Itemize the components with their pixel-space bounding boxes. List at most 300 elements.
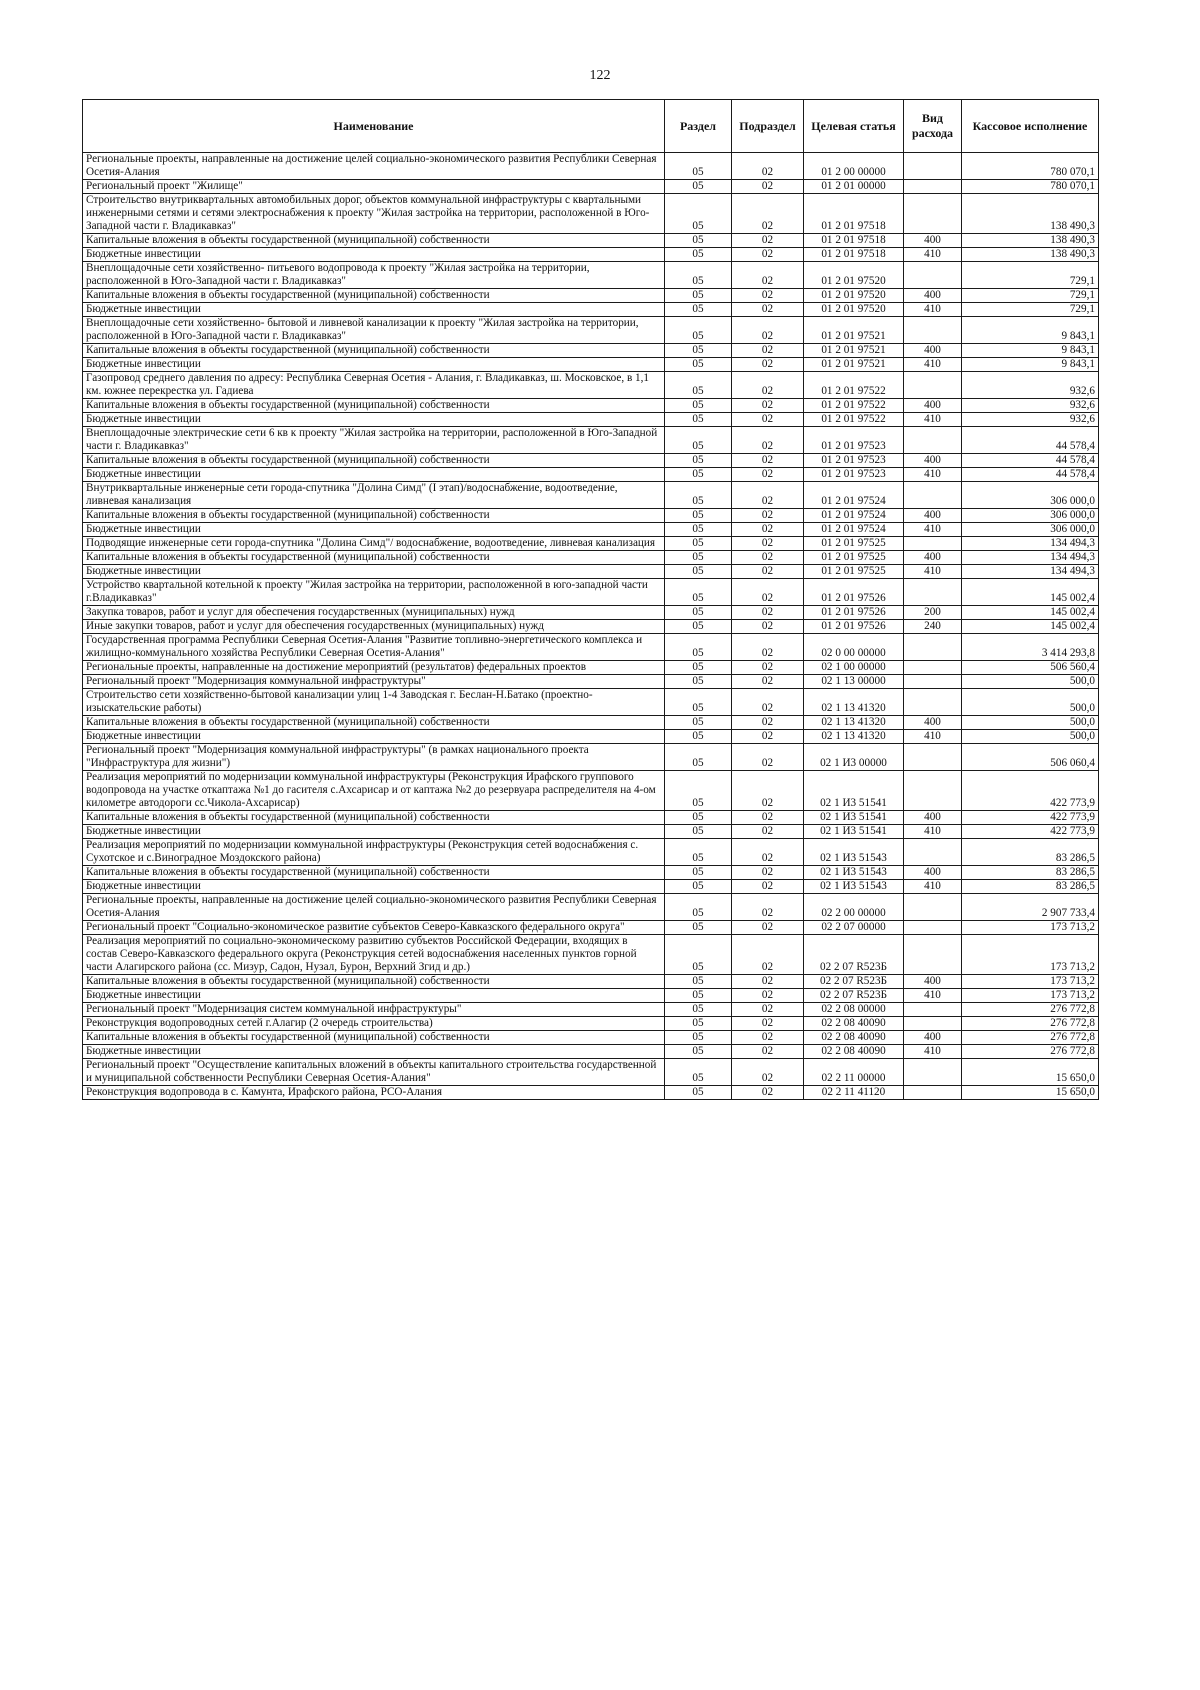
cell-sum: 500,0 bbox=[962, 675, 1099, 689]
cell-statya: 02 1 И3 51541 bbox=[804, 825, 904, 839]
cell-vid bbox=[904, 675, 962, 689]
cell-vid: 400 bbox=[904, 289, 962, 303]
cell-statya: 02 1 13 41320 bbox=[804, 716, 904, 730]
cell-statya: 02 1 И3 51541 bbox=[804, 771, 904, 811]
cell-vid bbox=[904, 935, 962, 975]
table-row bbox=[83, 606, 1099, 620]
table-row bbox=[83, 427, 1099, 454]
table-row bbox=[83, 771, 1099, 811]
cell-razdel: 05 bbox=[665, 1045, 732, 1059]
cell-sum: 145 002,4 bbox=[962, 606, 1099, 620]
cell-name: Реконструкция водопроводных сетей г.Алагир (2 очередь строительства) bbox=[83, 1017, 665, 1031]
cell-podrazdel: 02 bbox=[732, 1045, 804, 1059]
table-body bbox=[83, 153, 1099, 1100]
cell-vid bbox=[904, 262, 962, 289]
header-name: Наименование bbox=[83, 100, 665, 153]
cell-razdel: 05 bbox=[665, 634, 732, 661]
table-row bbox=[83, 523, 1099, 537]
cell-sum: 932,6 bbox=[962, 413, 1099, 427]
table-row bbox=[83, 344, 1099, 358]
cell-sum: 173 713,2 bbox=[962, 935, 1099, 975]
table-row bbox=[83, 262, 1099, 289]
table-row bbox=[83, 399, 1099, 413]
cell-sum: 138 490,3 bbox=[962, 234, 1099, 248]
cell-statya: 02 2 07 00000 bbox=[804, 921, 904, 935]
cell-statya: 02 1 И3 51543 bbox=[804, 839, 904, 866]
cell-podrazdel: 02 bbox=[732, 317, 804, 344]
cell-sum: 3 414 293,8 bbox=[962, 634, 1099, 661]
cell-sum: 422 773,9 bbox=[962, 811, 1099, 825]
cell-name: Региональный проект "Модернизация коммунальной инфраструктуры" (в рамках национального проекта "Инфраструктура для жизни") bbox=[83, 744, 665, 771]
table-row bbox=[83, 880, 1099, 894]
cell-vid bbox=[904, 317, 962, 344]
table-row bbox=[83, 661, 1099, 675]
cell-razdel: 05 bbox=[665, 523, 732, 537]
cell-sum: 306 000,0 bbox=[962, 482, 1099, 509]
cell-vid: 410 bbox=[904, 468, 962, 482]
cell-sum: 138 490,3 bbox=[962, 248, 1099, 262]
cell-vid bbox=[904, 194, 962, 234]
cell-statya: 02 1 И3 00000 bbox=[804, 744, 904, 771]
table-row bbox=[83, 180, 1099, 194]
cell-podrazdel: 02 bbox=[732, 1086, 804, 1100]
cell-sum: 506 560,4 bbox=[962, 661, 1099, 675]
table-row bbox=[83, 866, 1099, 880]
cell-podrazdel: 02 bbox=[732, 537, 804, 551]
table-row bbox=[83, 975, 1099, 989]
cell-statya: 02 2 11 00000 bbox=[804, 1059, 904, 1086]
cell-vid bbox=[904, 894, 962, 921]
cell-vid bbox=[904, 372, 962, 399]
cell-statya: 02 2 07 R523Б bbox=[804, 935, 904, 975]
cell-statya: 01 2 01 97518 bbox=[804, 248, 904, 262]
table-row bbox=[83, 372, 1099, 399]
cell-name: Закупка товаров, работ и услуг для обеспечения государственных (муниципальных) нужд bbox=[83, 606, 665, 620]
table-row bbox=[83, 689, 1099, 716]
cell-statya: 02 2 08 40090 bbox=[804, 1017, 904, 1031]
cell-name: Бюджетные инвестиции bbox=[83, 303, 665, 317]
table-row bbox=[83, 1031, 1099, 1045]
cell-razdel: 05 bbox=[665, 935, 732, 975]
cell-podrazdel: 02 bbox=[732, 866, 804, 880]
cell-razdel: 05 bbox=[665, 372, 732, 399]
cell-name: Региональный проект "Модернизация коммунальной инфраструктуры" bbox=[83, 675, 665, 689]
cell-name: Капитальные вложения в объекты государственной (муниципальной) собственности bbox=[83, 399, 665, 413]
cell-razdel: 05 bbox=[665, 468, 732, 482]
cell-statya: 01 2 01 97521 bbox=[804, 344, 904, 358]
cell-razdel: 05 bbox=[665, 894, 732, 921]
cell-sum: 500,0 bbox=[962, 716, 1099, 730]
cell-name: Бюджетные инвестиции bbox=[83, 989, 665, 1003]
cell-statya: 01 2 01 97525 bbox=[804, 537, 904, 551]
cell-razdel: 05 bbox=[665, 989, 732, 1003]
cell-razdel: 05 bbox=[665, 811, 732, 825]
cell-sum: 9 843,1 bbox=[962, 344, 1099, 358]
table-row bbox=[83, 551, 1099, 565]
cell-vid: 410 bbox=[904, 1045, 962, 1059]
cell-vid bbox=[904, 482, 962, 509]
cell-podrazdel: 02 bbox=[732, 194, 804, 234]
cell-vid: 410 bbox=[904, 989, 962, 1003]
cell-vid: 400 bbox=[904, 399, 962, 413]
cell-podrazdel: 02 bbox=[732, 1031, 804, 1045]
cell-razdel: 05 bbox=[665, 565, 732, 579]
table-row bbox=[83, 579, 1099, 606]
cell-name: Подводящие инженерные сети города-спутника "Долина Симд"/ водоснабжение, водоотведение, ливневая канализация bbox=[83, 537, 665, 551]
cell-sum: 138 490,3 bbox=[962, 194, 1099, 234]
cell-razdel: 05 bbox=[665, 248, 732, 262]
cell-razdel: 05 bbox=[665, 689, 732, 716]
table-row bbox=[83, 620, 1099, 634]
cell-podrazdel: 02 bbox=[732, 358, 804, 372]
cell-statya: 01 2 01 97520 bbox=[804, 303, 904, 317]
cell-statya: 01 2 01 97521 bbox=[804, 317, 904, 344]
cell-sum: 500,0 bbox=[962, 730, 1099, 744]
cell-razdel: 05 bbox=[665, 1003, 732, 1017]
cell-name: Реализация мероприятий по социально-экономическому развитию субъектов Российской Федерации, входящих в состав Северо-Кавказского федерального округа (Реконструкция сетей водоснабжения населенных пунктов горной части Алагирского района (сс. Мизур, Садон, Нузал, Бурон, Верхний Згид и др.) bbox=[83, 935, 665, 975]
cell-name: Региональный проект "Осуществление капитальных вложений в объекты капитального строительства государственной и муниципальной собственности Республики Северная Осетия-Алания" bbox=[83, 1059, 665, 1086]
cell-statya: 02 1 И3 51543 bbox=[804, 866, 904, 880]
table-row bbox=[83, 565, 1099, 579]
cell-statya: 02 1 13 41320 bbox=[804, 730, 904, 744]
table-row bbox=[83, 482, 1099, 509]
table-row bbox=[83, 317, 1099, 344]
cell-name: Внутриквартальные инженерные сети города-спутника "Долина Симд" (I этап)/водоснабжение, водоотведение, ливневая канализация bbox=[83, 482, 665, 509]
cell-sum: 276 772,8 bbox=[962, 1003, 1099, 1017]
cell-vid bbox=[904, 427, 962, 454]
cell-sum: 134 494,3 bbox=[962, 565, 1099, 579]
table-row bbox=[83, 634, 1099, 661]
cell-sum: 932,6 bbox=[962, 399, 1099, 413]
cell-podrazdel: 02 bbox=[732, 921, 804, 935]
cell-razdel: 05 bbox=[665, 839, 732, 866]
cell-vid: 400 bbox=[904, 234, 962, 248]
cell-vid: 410 bbox=[904, 248, 962, 262]
table-row bbox=[83, 1059, 1099, 1086]
cell-vid: 240 bbox=[904, 620, 962, 634]
cell-sum: 932,6 bbox=[962, 372, 1099, 399]
cell-vid: 410 bbox=[904, 523, 962, 537]
cell-sum: 134 494,3 bbox=[962, 551, 1099, 565]
cell-podrazdel: 02 bbox=[732, 689, 804, 716]
cell-statya: 02 0 00 00000 bbox=[804, 634, 904, 661]
cell-statya: 01 2 01 97525 bbox=[804, 565, 904, 579]
cell-statya: 01 2 01 97524 bbox=[804, 482, 904, 509]
cell-statya: 01 2 01 97526 bbox=[804, 620, 904, 634]
cell-sum: 145 002,4 bbox=[962, 620, 1099, 634]
cell-statya: 02 2 07 R523Б bbox=[804, 975, 904, 989]
table-row bbox=[83, 248, 1099, 262]
cell-statya: 01 2 01 97526 bbox=[804, 606, 904, 620]
table-row bbox=[83, 454, 1099, 468]
cell-podrazdel: 02 bbox=[732, 744, 804, 771]
cell-razdel: 05 bbox=[665, 921, 732, 935]
cell-name: Реализация мероприятий по модернизации коммунальной инфраструктуры (Реконструкция Ирафского группового водопровода на участке откаптажа №1 до гасителя с.Ахсарисар и от каптажа №2 до резервуара распределителя на 4-ом километре автодороги сс.Чикола-Ахсарисар) bbox=[83, 771, 665, 811]
cell-podrazdel: 02 bbox=[732, 153, 804, 180]
cell-statya: 01 2 01 97520 bbox=[804, 262, 904, 289]
table-row bbox=[83, 468, 1099, 482]
cell-razdel: 05 bbox=[665, 1059, 732, 1086]
header-statya: Целевая статья bbox=[804, 100, 904, 153]
cell-podrazdel: 02 bbox=[732, 839, 804, 866]
cell-razdel: 05 bbox=[665, 289, 732, 303]
table-row bbox=[83, 716, 1099, 730]
cell-name: Бюджетные инвестиции bbox=[83, 468, 665, 482]
cell-vid: 400 bbox=[904, 1031, 962, 1045]
header-razdel: Раздел bbox=[665, 100, 732, 153]
cell-vid: 200 bbox=[904, 606, 962, 620]
cell-statya: 01 2 01 97522 bbox=[804, 372, 904, 399]
table-row bbox=[83, 1017, 1099, 1031]
cell-name: Внеплощадочные сети хозяйственно- бытовой и ливневой канализации к проекту "Жилая застройка на территории, расположенной в Юго-Западной части г. Владикавказ" bbox=[83, 317, 665, 344]
cell-podrazdel: 02 bbox=[732, 303, 804, 317]
cell-statya: 01 2 01 97523 bbox=[804, 454, 904, 468]
cell-name: Бюджетные инвестиции bbox=[83, 358, 665, 372]
cell-sum: 83 286,5 bbox=[962, 866, 1099, 880]
cell-podrazdel: 02 bbox=[732, 730, 804, 744]
cell-name: Бюджетные инвестиции bbox=[83, 730, 665, 744]
cell-podrazdel: 02 bbox=[732, 413, 804, 427]
cell-name: Капитальные вложения в объекты государственной (муниципальной) собственности bbox=[83, 866, 665, 880]
cell-vid bbox=[904, 1086, 962, 1100]
cell-podrazdel: 02 bbox=[732, 661, 804, 675]
cell-name: Региональный проект "Жилище" bbox=[83, 180, 665, 194]
cell-razdel: 05 bbox=[665, 880, 732, 894]
cell-name: Региональные проекты, направленные на достижение целей социально-экономического развития Республики Северная Осетия-Алания bbox=[83, 153, 665, 180]
cell-name: Бюджетные инвестиции bbox=[83, 413, 665, 427]
table-row bbox=[83, 935, 1099, 975]
table-row bbox=[83, 811, 1099, 825]
cell-vid bbox=[904, 921, 962, 935]
cell-podrazdel: 02 bbox=[732, 716, 804, 730]
cell-sum: 173 713,2 bbox=[962, 921, 1099, 935]
cell-razdel: 05 bbox=[665, 1017, 732, 1031]
cell-name: Капитальные вложения в объекты государственной (муниципальной) собственности bbox=[83, 1031, 665, 1045]
cell-podrazdel: 02 bbox=[732, 1017, 804, 1031]
cell-razdel: 05 bbox=[665, 661, 732, 675]
cell-vid bbox=[904, 153, 962, 180]
cell-name: Внеплощадочные сети хозяйственно- питьевого водопровода к проекту "Жилая застройка на территории, расположенной в Юго-Западной части г. Владикавказ" bbox=[83, 262, 665, 289]
cell-sum: 506 060,4 bbox=[962, 744, 1099, 771]
cell-podrazdel: 02 bbox=[732, 180, 804, 194]
cell-sum: 780 070,1 bbox=[962, 153, 1099, 180]
cell-name: Газопровод среднего давления по адресу: Республика Северная Осетия - Алания, г. Владикавказ, ш. Московское, в 1,1 км. южнее перекрестка ул. Гадиева bbox=[83, 372, 665, 399]
cell-statya: 01 2 01 97523 bbox=[804, 468, 904, 482]
cell-podrazdel: 02 bbox=[732, 989, 804, 1003]
cell-sum: 145 002,4 bbox=[962, 579, 1099, 606]
cell-statya: 01 2 01 97522 bbox=[804, 399, 904, 413]
cell-name: Реконструкция водопровода в с. Камунта, Ирафского района, РСО-Алания bbox=[83, 1086, 665, 1100]
cell-vid: 400 bbox=[904, 811, 962, 825]
cell-vid bbox=[904, 1017, 962, 1031]
cell-vid bbox=[904, 839, 962, 866]
cell-razdel: 05 bbox=[665, 744, 732, 771]
table-row bbox=[83, 1003, 1099, 1017]
table-row bbox=[83, 730, 1099, 744]
cell-sum: 44 578,4 bbox=[962, 427, 1099, 454]
cell-vid bbox=[904, 744, 962, 771]
cell-name: Региональный проект "Социально-экономическое развитие субъектов Северо-Кавказского федерального округа" bbox=[83, 921, 665, 935]
cell-podrazdel: 02 bbox=[732, 372, 804, 399]
cell-vid: 400 bbox=[904, 716, 962, 730]
cell-sum: 780 070,1 bbox=[962, 180, 1099, 194]
cell-vid bbox=[904, 689, 962, 716]
cell-name: Региональные проекты, направленные на достижение целей социально-экономического развития Республики Северная Осетия-Алания bbox=[83, 894, 665, 921]
cell-podrazdel: 02 bbox=[732, 975, 804, 989]
cell-vid bbox=[904, 579, 962, 606]
cell-name: Капитальные вложения в объекты государственной (муниципальной) собственности bbox=[83, 454, 665, 468]
cell-razdel: 05 bbox=[665, 153, 732, 180]
cell-podrazdel: 02 bbox=[732, 1059, 804, 1086]
cell-statya: 02 2 08 00000 bbox=[804, 1003, 904, 1017]
table-row bbox=[83, 153, 1099, 180]
cell-razdel: 05 bbox=[665, 716, 732, 730]
budget-table bbox=[82, 99, 1099, 1100]
cell-podrazdel: 02 bbox=[732, 399, 804, 413]
cell-name: Региональные проекты, направленные на достижение мероприятий (результатов) федеральных проектов bbox=[83, 661, 665, 675]
cell-vid: 410 bbox=[904, 358, 962, 372]
cell-statya: 01 2 01 97524 bbox=[804, 523, 904, 537]
cell-sum: 729,1 bbox=[962, 289, 1099, 303]
cell-razdel: 05 bbox=[665, 1031, 732, 1045]
cell-name: Бюджетные инвестиции bbox=[83, 825, 665, 839]
cell-sum: 306 000,0 bbox=[962, 509, 1099, 523]
table-row bbox=[83, 303, 1099, 317]
cell-podrazdel: 02 bbox=[732, 551, 804, 565]
cell-sum: 306 000,0 bbox=[962, 523, 1099, 537]
cell-sum: 729,1 bbox=[962, 262, 1099, 289]
cell-podrazdel: 02 bbox=[732, 825, 804, 839]
cell-vid bbox=[904, 661, 962, 675]
cell-name: Строительство внутриквартальных автомобильных дорог, объектов коммунальной инфраструктуры с квартальными инженерными сетями и сетями электроснабжения к проекту "Жилая застройка на территории, расположенной в Юго-Западной части г. Владикавказ" bbox=[83, 194, 665, 234]
cell-razdel: 05 bbox=[665, 730, 732, 744]
cell-vid bbox=[904, 1003, 962, 1017]
table-row bbox=[83, 413, 1099, 427]
cell-name: Внеплощадочные электрические сети 6 кв к проекту "Жилая застройка на территории, расположенной в Юго-Западной части г. Владикавказ" bbox=[83, 427, 665, 454]
table-row bbox=[83, 194, 1099, 234]
cell-podrazdel: 02 bbox=[732, 894, 804, 921]
cell-name: Устройство квартальной котельной к проекту "Жилая застройка на территории, расположенной в юго-западной части г.Владикавказ" bbox=[83, 579, 665, 606]
cell-podrazdel: 02 bbox=[732, 935, 804, 975]
cell-vid bbox=[904, 634, 962, 661]
cell-vid: 410 bbox=[904, 880, 962, 894]
table-row bbox=[83, 537, 1099, 551]
cell-sum: 15 650,0 bbox=[962, 1086, 1099, 1100]
header-ispolnenie: Кассовое исполнение bbox=[962, 100, 1099, 153]
table-row bbox=[83, 921, 1099, 935]
table-row bbox=[83, 989, 1099, 1003]
cell-razdel: 05 bbox=[665, 399, 732, 413]
cell-statya: 01 2 01 97518 bbox=[804, 194, 904, 234]
table-row bbox=[83, 839, 1099, 866]
cell-vid: 410 bbox=[904, 413, 962, 427]
cell-sum: 422 773,9 bbox=[962, 771, 1099, 811]
cell-name: Бюджетные инвестиции bbox=[83, 565, 665, 579]
cell-vid bbox=[904, 771, 962, 811]
cell-sum: 9 843,1 bbox=[962, 358, 1099, 372]
cell-name: Бюджетные инвестиции bbox=[83, 248, 665, 262]
header-vid: Вид расхода bbox=[904, 100, 962, 153]
cell-razdel: 05 bbox=[665, 427, 732, 454]
table-row bbox=[83, 825, 1099, 839]
cell-statya: 01 2 01 00000 bbox=[804, 180, 904, 194]
cell-statya: 01 2 01 97526 bbox=[804, 579, 904, 606]
cell-name: Бюджетные инвестиции bbox=[83, 523, 665, 537]
cell-statya: 01 2 01 97524 bbox=[804, 509, 904, 523]
cell-name: Региональный проект "Модернизация систем коммунальной инфраструктуры" bbox=[83, 1003, 665, 1017]
cell-name: Строительство сети хозяйственно-бытовой канализации улиц 1-4 Заводская г. Беслан-Н.Батако (проектно-изыскательские работы) bbox=[83, 689, 665, 716]
table-header-row bbox=[83, 100, 1099, 153]
cell-sum: 83 286,5 bbox=[962, 880, 1099, 894]
cell-statya: 01 2 01 97521 bbox=[804, 358, 904, 372]
cell-statya: 01 2 01 97523 bbox=[804, 427, 904, 454]
cell-sum: 134 494,3 bbox=[962, 537, 1099, 551]
cell-statya: 02 2 11 41120 bbox=[804, 1086, 904, 1100]
cell-razdel: 05 bbox=[665, 620, 732, 634]
table-row bbox=[83, 1045, 1099, 1059]
cell-razdel: 05 bbox=[665, 975, 732, 989]
cell-podrazdel: 02 bbox=[732, 606, 804, 620]
cell-name: Капитальные вложения в объекты государственной (муниципальной) собственности bbox=[83, 289, 665, 303]
cell-name: Бюджетные инвестиции bbox=[83, 880, 665, 894]
cell-razdel: 05 bbox=[665, 454, 732, 468]
cell-vid: 400 bbox=[904, 866, 962, 880]
cell-sum: 44 578,4 bbox=[962, 468, 1099, 482]
cell-sum: 422 773,9 bbox=[962, 825, 1099, 839]
cell-vid: 400 bbox=[904, 454, 962, 468]
cell-statya: 02 2 00 00000 bbox=[804, 894, 904, 921]
cell-statya: 01 2 01 97520 bbox=[804, 289, 904, 303]
cell-podrazdel: 02 bbox=[732, 1003, 804, 1017]
cell-podrazdel: 02 bbox=[732, 289, 804, 303]
cell-vid: 410 bbox=[904, 825, 962, 839]
cell-razdel: 05 bbox=[665, 551, 732, 565]
cell-razdel: 05 bbox=[665, 825, 732, 839]
cell-podrazdel: 02 bbox=[732, 579, 804, 606]
cell-razdel: 05 bbox=[665, 194, 732, 234]
cell-podrazdel: 02 bbox=[732, 620, 804, 634]
cell-podrazdel: 02 bbox=[732, 454, 804, 468]
cell-name: Бюджетные инвестиции bbox=[83, 1045, 665, 1059]
cell-podrazdel: 02 bbox=[732, 811, 804, 825]
cell-razdel: 05 bbox=[665, 771, 732, 811]
cell-name: Иные закупки товаров, работ и услуг для обеспечения государственных (муниципальных) нужд bbox=[83, 620, 665, 634]
table-row bbox=[83, 234, 1099, 248]
table-row bbox=[83, 675, 1099, 689]
cell-sum: 44 578,4 bbox=[962, 454, 1099, 468]
cell-razdel: 05 bbox=[665, 344, 732, 358]
header-podrazdel: Подраздел bbox=[732, 100, 804, 153]
cell-sum: 276 772,8 bbox=[962, 1031, 1099, 1045]
cell-vid: 400 bbox=[904, 344, 962, 358]
cell-razdel: 05 bbox=[665, 675, 732, 689]
page-number: 122 bbox=[589, 68, 611, 83]
cell-podrazdel: 02 bbox=[732, 468, 804, 482]
cell-razdel: 05 bbox=[665, 413, 732, 427]
cell-sum: 500,0 bbox=[962, 689, 1099, 716]
cell-podrazdel: 02 bbox=[732, 880, 804, 894]
cell-podrazdel: 02 bbox=[732, 509, 804, 523]
cell-statya: 02 1 13 00000 bbox=[804, 675, 904, 689]
cell-vid: 400 bbox=[904, 509, 962, 523]
cell-name: Капитальные вложения в объекты государственной (муниципальной) собственности bbox=[83, 344, 665, 358]
cell-podrazdel: 02 bbox=[732, 771, 804, 811]
cell-name: Реализация мероприятий по модернизации коммунальной инфраструктуры (Реконструкция сетей водоснабжения с. Сухотское и с.Виноградное Моздокского района) bbox=[83, 839, 665, 866]
table-row bbox=[83, 744, 1099, 771]
table-row bbox=[83, 1086, 1099, 1100]
cell-statya: 02 2 08 40090 bbox=[804, 1045, 904, 1059]
cell-name: Капитальные вложения в объекты государственной (муниципальной) собственности bbox=[83, 975, 665, 989]
